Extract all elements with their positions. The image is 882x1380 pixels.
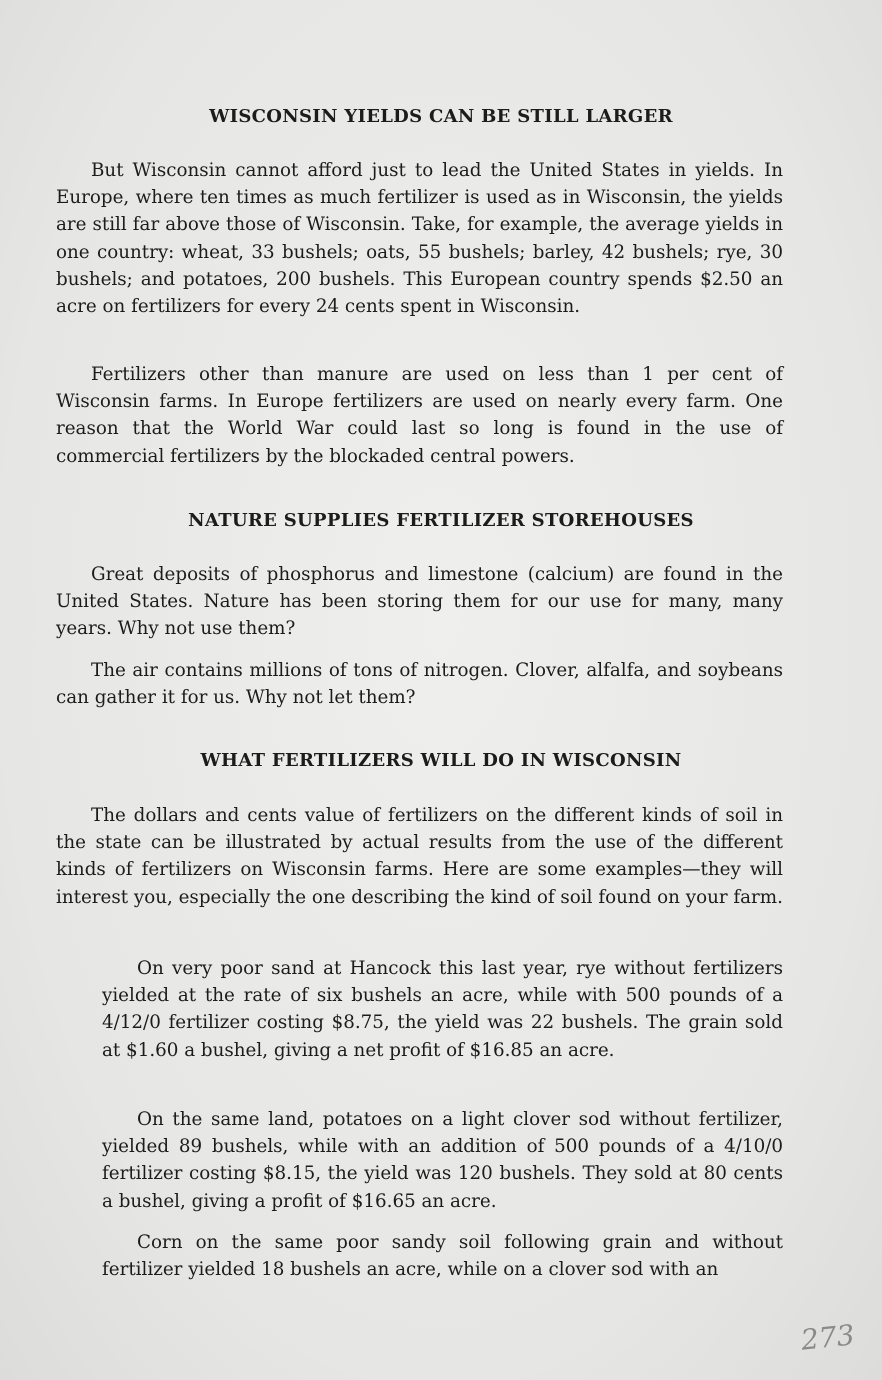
paragraph-dollars-and-cents: The dollars and cents value of fertilizers on the different kinds of soil in the state can be illustrated by actual results from the use of the different kinds of fertilizers on Wisconsin farms. Here are some examples—they will interest you, especially the one describing the kind of soil found on your farm. xyxy=(56,805,783,908)
paragraph-deposits: Great deposits of phosphorus and limestone (calcium) are found in the United States. Nature has been storing them for our use for many, many years. Why not use them? xyxy=(56,564,783,640)
example-potatoes: On the same land, potatoes on a light clover sod without fertilizer, yielded 89 bushels, while with an addition of 500 pounds of a 4/10/0 fertilizer costing $8.15, the yield was 120 bushels. They sold at 80 cents a bushel, giving a profit of $16.65 an acre. xyxy=(102,1109,783,1212)
handwritten-page-number: 273 xyxy=(798,1318,856,1357)
section-heading-yields: WISCONSIN YIELDS CAN BE STILL LARGER xyxy=(209,106,673,127)
example-rye-hancock: On very poor sand at Hancock this last year, rye without fertilizers yielded at the rate of six bushels an acre, while with 500 pounds of a 4/12/0 fertilizer costing $8.75, the yield was 22 bushels. The grain sold at $1.60 a bushel, giving a net profit of $16.85 an acre. xyxy=(102,958,783,1061)
paragraph-fertilizer-use: Fertilizers other than manure are used on less than 1 per cent of Wisconsin farms. In Europe fertilizers are used on nearly every farm. One reason that the World War could last so long is found in the use of commercial fertilizers by the blockaded central powers. xyxy=(56,364,783,467)
paragraph-nitrogen: The air contains millions of tons of nitrogen. Clover, alfalfa, and soybeans can gather it for us. Why not let them? xyxy=(56,660,783,709)
paragraph-europe-yields: But Wisconsin cannot afford just to lead the United States in yields. In Europe, where ten times as much fertilizer is used as in Wisconsin, the yields are still far above those of Wisconsin. Take, for example, the average yields in one country: wheat, 33 bushels; oats, 55 bushels; barley, 42 bushels; rye, 30 bushels; and potatoes, 200 bushels. This European country spends $2.50 an acre on fertilizers for every 24 cents spent in Wisconsin. xyxy=(56,160,783,318)
section-heading-storehouses: NATURE SUPPLIES FERTILIZER STOREHOUSES xyxy=(188,510,694,531)
example-corn: Corn on the same poor sandy soil following grain and without fertilizer yielded 18 bushels an acre, while on a clover sod with an xyxy=(102,1232,783,1281)
section-heading-wisconsin-results: WHAT FERTILIZERS WILL DO IN WISCONSIN xyxy=(200,750,682,771)
